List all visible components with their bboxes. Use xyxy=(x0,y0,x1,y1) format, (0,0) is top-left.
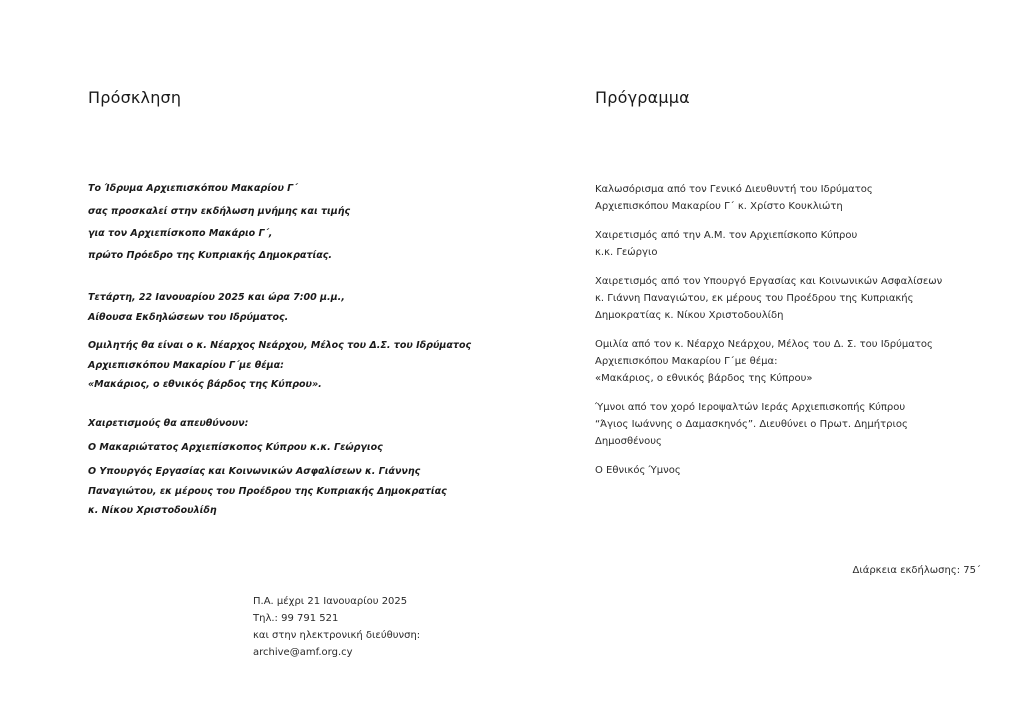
program-item-line: Καλωσόρισμα από τον Γενικό Διευθυντή του Ιδρύματος xyxy=(595,184,873,195)
program-item-line: Χαιρετισμός από την Α.Μ. τον Αρχιεπίσκοπο Κύπρου xyxy=(595,230,858,241)
invitation-heading: Πρόσκληση xyxy=(88,88,182,107)
program-item xyxy=(595,273,975,324)
greetings-heading-line: Χαιρετισμούς θα απευθύνουν: xyxy=(88,418,249,429)
program-item-line: Αρχιεπισκόπου Μακαρίου Γ΄ κ. Χρίστο Κουκλιώτη xyxy=(595,201,843,212)
event-duration: Διάρκεια εκδήλωσης: 75΄ xyxy=(852,565,981,576)
rsvp-contact xyxy=(253,593,420,661)
greeting-line: Παναγιώτου, εκ μέρους του Προέδρου της Κυπριακής Δημοκρατίας xyxy=(88,486,447,497)
program-item-line: «Μακάριος, ο εθνικός βάρδος της Κύπρου» xyxy=(595,373,813,384)
speaker-line: Ομιλητής θα είναι ο κ. Νέαρχος Νεάρχου, Μέλος του Δ.Σ. του Ιδρύματος xyxy=(88,340,472,351)
program-item-line: Αρχιεπισκόπου Μακαρίου Γ΄με θέμα: xyxy=(595,356,778,367)
program-item-line: Ο Εθνικός Ύμνος xyxy=(595,465,681,476)
rsvp-email-label: και στην ηλεκτρονική διεύθυνση: xyxy=(253,630,421,641)
speaker-line: Αρχιεπισκόπου Μακαρίου Γ΄με θέμα: xyxy=(88,360,284,371)
greeting-line: κ. Νίκου Χριστοδουλίδη xyxy=(88,505,217,516)
invitation-line: πρώτο Πρόεδρο της Κυπριακής Δημοκρατίας. xyxy=(88,250,332,261)
program-item xyxy=(595,227,975,261)
program-item-line: Δημοσθένους xyxy=(595,436,662,447)
invitation-line: Το Ίδρυμα Αρχιεπισκόπου Μακαρίου Γ΄ xyxy=(88,183,298,194)
rsvp-email[interactable]: archive@amf.org.cy xyxy=(253,647,353,658)
rsvp-phone: Τηλ.: 99 791 521 xyxy=(253,613,339,624)
program-item-line: κ.κ. Γεώργιο xyxy=(595,247,658,258)
invitation-line: για τον Αρχιεπίσκοπο Μακάριο Γ΄, xyxy=(88,228,273,239)
program-item-line: κ. Γιάννη Παναγιώτου, εκ μέρους του Προέδρου της Κυπριακής xyxy=(595,293,914,304)
speech-title-line: «Μακάριος, ο εθνικός βάρδος της Κύπρου». xyxy=(88,379,322,390)
invitation-line: σας προσκαλεί στην εκδήλωση μνήμης και τιμής xyxy=(88,206,351,217)
program-item xyxy=(595,399,975,450)
rsvp-deadline: Π.Α. μέχρι 21 Ιανουαρίου 2025 xyxy=(253,596,408,607)
program-heading: Πρόγραμμα xyxy=(595,88,690,107)
program-item-line: Χαιρετισμός από τον Υπουργό Εργασίας και Κοινωνικών Ασφαλίσεων xyxy=(595,276,943,287)
program-item xyxy=(595,181,975,215)
greeting-line: Ο Μακαριώτατος Αρχιεπίσκοπος Κύπρου κ.κ. Γεώργιος xyxy=(88,442,383,453)
program-item-line: Ομιλία από τον κ. Νέαρχο Νεάρχου, Μέλος του Δ. Σ. του Ιδρύματος xyxy=(595,339,933,350)
program-item xyxy=(595,462,975,479)
program-item-line: Ύμνοι από τον χορό Ιεροψαλτών Ιεράς Αρχιεπισκοπής Κύπρου xyxy=(595,402,906,413)
program-item xyxy=(595,336,975,387)
event-venue-line: Αίθουσα Εκδηλώσεων του Ιδρύματος. xyxy=(88,312,289,323)
greeting-line: Ο Υπουργός Εργασίας και Κοινωνικών Ασφαλίσεων κ. Γιάννης xyxy=(88,466,421,477)
program-item-line: Δημοκρατίας κ. Νίκου Χριστοδουλίδη xyxy=(595,310,784,321)
event-date-line: Τετάρτη, 22 Ιανουαρίου 2025 και ώρα 7:00 μ.μ., xyxy=(88,292,345,303)
program-item-line: “Άγιος Ιωάννης ο Δαμασκηνός”. Διευθύνει ο Πρωτ. Δημήτριος xyxy=(595,419,908,430)
